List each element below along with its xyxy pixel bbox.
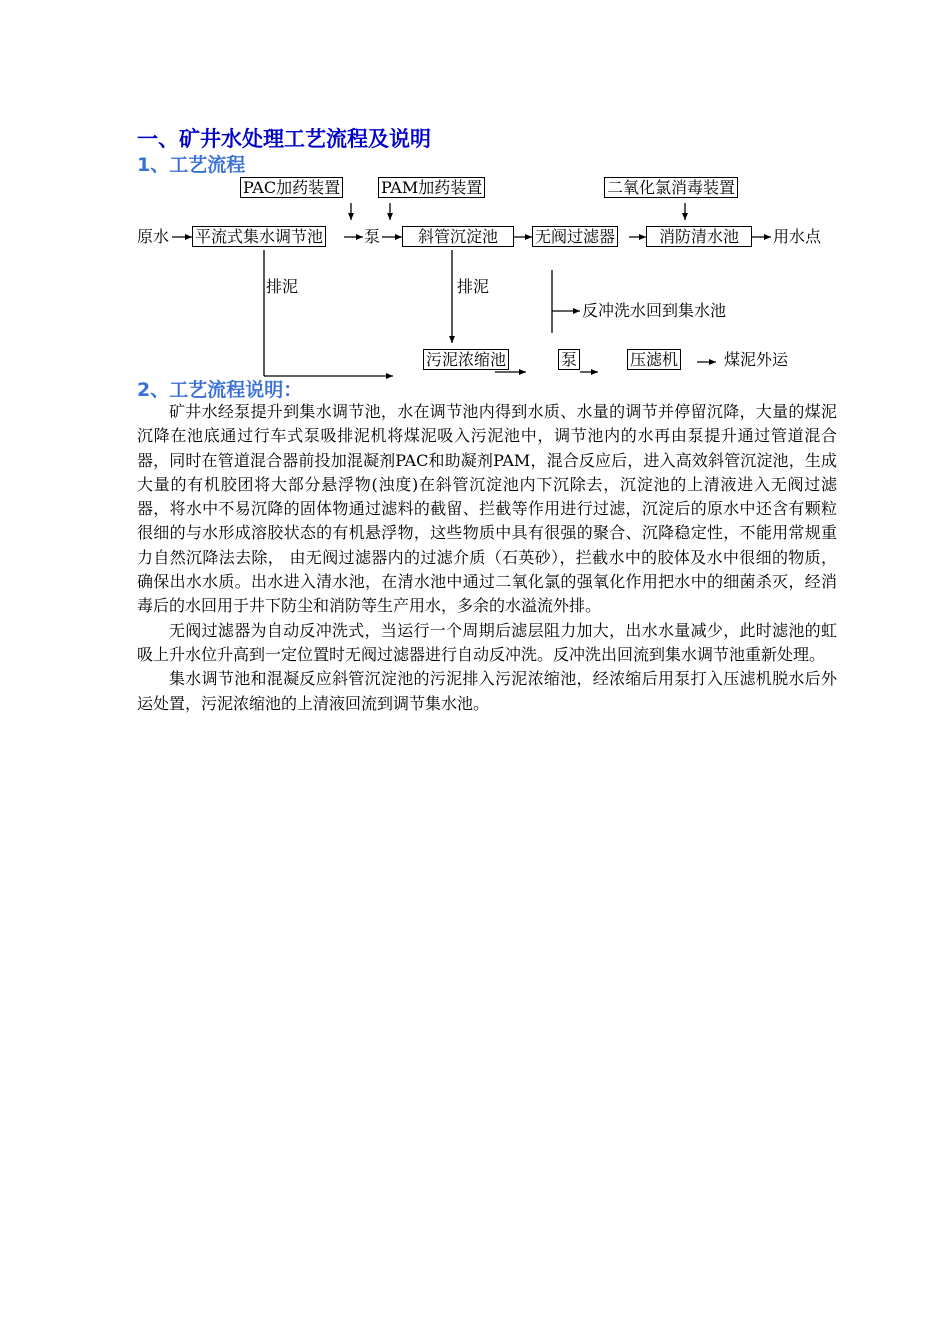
sludge-thickener-box: 污泥浓缩池 <box>423 349 509 370</box>
section-2-title: 2、工艺流程说明： <box>137 379 303 401</box>
page-heading: 一、矿井水处理工艺流程及说明 <box>137 127 431 151</box>
paragraph-3: 集水调节池和混凝反应斜管沉淀池的污泥排入污泥浓缩池，经浓缩后用泵打入压滤机脱水后外运处置，污泥浓缩池的上清液回流到调节集水池。 <box>137 669 837 713</box>
use-point-label: 用水点 <box>773 227 822 246</box>
fire-water-tank-box: 消防清水池 <box>646 226 752 247</box>
paragraph-1: 矿井水经泵提升到集水调节池，水在调节池内得到水质、水量的调节并停留沉降，大量的煤泥沉降在池底通过行车式泵吸排泥机将煤泥吸入污泥池中，调节池内的水再由泵提升通过管道混合器，同时在管道混合器前投加混凝剂PAC和助凝剂PAM，混合反应后，进入高效斜管沉淀池，生成大量的有机胶团将大部分悬浮物(浊度)在斜管沉淀池内下沉除去，沉淀池的上清液进入无阀过滤器，将水中不易沉降的固体物通过滤料的截留、拦截等作用进行过滤，沉淀后的原水中还含有颗粒很细的与水形成溶胶状态的有机悬浮物，这些物质中具有很强的聚合、沉降稳定性，不能用常规重力自然沉降法去除， 由无阀过滤器内的过滤介质（石英砂），拦截水中的胶体及水中很细的物质，确保出水水质。出水进入清水池，在清水池中通过二氧化氯的强氧化作用把水中的细菌杀灭，经消毒后的水回用于井下防尘和消防等生产用水，多余的水溢流外排。 <box>137 402 837 616</box>
collection-tank-box: 平流式集水调节池 <box>192 226 326 247</box>
sludge-discharge-label-1: 排泥 <box>266 277 299 296</box>
pump-label: 泵 <box>364 227 381 246</box>
filter-press-box: 压滤机 <box>627 349 681 370</box>
section-1-title: 1、工艺流程 <box>137 154 246 176</box>
sludge-discharge-label-2: 排泥 <box>457 277 490 296</box>
pam-dosing-box: PAM加药装置 <box>378 177 485 198</box>
chlorine-dioxide-box: 二氧化氯消毒装置 <box>604 177 738 198</box>
sludge-pump-box: 泵 <box>558 349 580 370</box>
inclined-tube-box: 斜管沉淀池 <box>402 226 514 247</box>
raw-water-label: 原水 <box>137 227 170 246</box>
paragraph-2: 无阀过滤器为自动反冲洗式，当运行一个周期后滤层阻力加大，出水水量减少，此时滤池的虹吸上升水位升高到一定位置时无阀过滤器进行自动反冲洗。反冲洗出回流到集水调节池重新处理。 <box>137 620 837 664</box>
pac-dosing-box: PAC加药装置 <box>240 177 343 198</box>
coal-sludge-out-label: 煤泥外运 <box>724 350 789 369</box>
process-description <box>137 400 837 716</box>
backwash-label: 反冲洗水回到集水池 <box>582 301 727 320</box>
valveless-filter-box: 无阀过滤器 <box>532 226 618 247</box>
